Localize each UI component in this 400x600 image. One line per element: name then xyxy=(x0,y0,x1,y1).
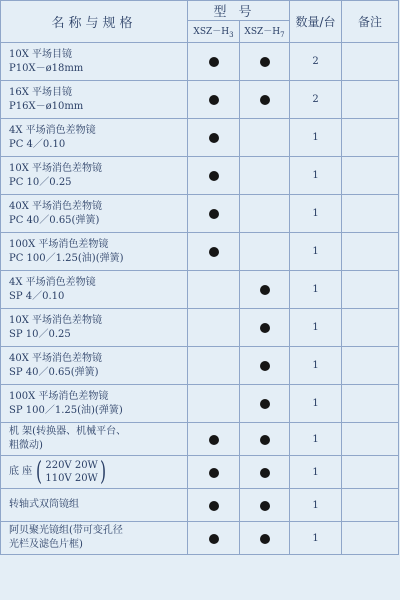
item-name: 机 架(转换器、机械平台、 粗微动) xyxy=(1,423,188,456)
model-h7-cell xyxy=(240,489,290,522)
quantity-cell: 1 xyxy=(290,271,342,309)
included-dot-icon xyxy=(209,133,219,143)
included-dot-icon xyxy=(209,468,219,478)
quantity-cell: 1 xyxy=(290,489,342,522)
quantity-cell: 1 xyxy=(290,423,342,456)
included-dot-icon xyxy=(209,171,219,181)
model-h7-cell xyxy=(240,119,290,157)
item-name: 阿贝聚光镜组(带可变孔径 光栏及滤色片框) xyxy=(1,522,188,555)
close-paren-icon: ) xyxy=(99,457,106,487)
item-name: 100X 平场消色差物镜 PC 100／1.25(油)(弹簧) xyxy=(1,233,188,271)
included-dot-icon xyxy=(260,323,270,333)
item-name: 10X 平场消色差物镜 PC 10／0.25 xyxy=(1,157,188,195)
included-dot-icon xyxy=(260,501,270,511)
model-h7-cell xyxy=(240,347,290,385)
included-dot-icon xyxy=(209,435,219,445)
included-dot-icon xyxy=(260,435,270,445)
note-cell xyxy=(342,423,399,456)
model-h7-cell xyxy=(240,157,290,195)
header-model: 型号 xyxy=(188,1,290,21)
note-cell xyxy=(342,309,399,347)
model-h3-cell xyxy=(188,522,240,555)
note-cell xyxy=(342,233,399,271)
quantity-cell: 1 xyxy=(290,119,342,157)
open-paren-icon: ( xyxy=(36,457,43,487)
included-dot-icon xyxy=(209,247,219,257)
table-row xyxy=(1,347,399,385)
note-cell xyxy=(342,271,399,309)
note-cell xyxy=(342,157,399,195)
model-h3-cell xyxy=(188,119,240,157)
quantity-cell: 1 xyxy=(290,195,342,233)
included-dot-icon xyxy=(209,95,219,105)
item-name: 40X 平场消色差物镜 SP 40／0.65(弹簧) xyxy=(1,347,188,385)
header-model-xsz-h3 xyxy=(188,21,240,43)
base-label: 底 座 xyxy=(9,466,33,477)
table-row xyxy=(1,522,399,555)
model-h7-cell xyxy=(240,309,290,347)
model-h7-cell xyxy=(240,43,290,81)
model-h3-cell xyxy=(188,233,240,271)
table-row xyxy=(1,43,399,81)
table-row xyxy=(1,423,399,456)
item-name: 10X 平场目镜 P10X－ø18mm xyxy=(1,43,188,81)
item-name: 16X 平场目镜 P16X－ø10mm xyxy=(1,81,188,119)
item-name: 40X 平场消色差物镜 PC 40／0.65(弹簧) xyxy=(1,195,188,233)
model-h7-cell xyxy=(240,81,290,119)
note-cell xyxy=(342,119,399,157)
quantity-cell: 2 xyxy=(290,81,342,119)
quantity-cell: 1 xyxy=(290,385,342,423)
included-dot-icon xyxy=(260,361,270,371)
item-name: 4X 平场消色差物镜 PC 4／0.10 xyxy=(1,119,188,157)
table-row xyxy=(1,81,399,119)
note-cell xyxy=(342,195,399,233)
model-h3-cell xyxy=(188,195,240,233)
item-name: 转轴式双筒镜组 xyxy=(1,489,188,522)
note-cell xyxy=(342,489,399,522)
table-row xyxy=(1,271,399,309)
table-row xyxy=(1,157,399,195)
model-h3-cell xyxy=(188,309,240,347)
included-dot-icon xyxy=(209,209,219,219)
model-h3-cell xyxy=(188,81,240,119)
model-h7-cell xyxy=(240,233,290,271)
model-h7-cell xyxy=(240,195,290,233)
model-h7-cell xyxy=(240,423,290,456)
quantity-cell: 1 xyxy=(290,233,342,271)
item-name: 100X 平场消色差物镜 SP 100／1.25(油)(弹簧) xyxy=(1,385,188,423)
included-dot-icon xyxy=(209,501,219,511)
model-b-prefix: XSZ－H xyxy=(244,27,281,38)
model-a-subscript: 3 xyxy=(229,30,234,39)
table-row xyxy=(1,385,399,423)
model-h3-cell xyxy=(188,385,240,423)
model-h3-cell xyxy=(188,456,240,489)
model-a-prefix: XSZ－H xyxy=(193,27,230,38)
included-dot-icon xyxy=(260,95,270,105)
included-dot-icon xyxy=(209,57,219,67)
model-h7-cell xyxy=(240,385,290,423)
header-name-spec: 名称与规格 xyxy=(1,1,188,43)
model-h7-cell xyxy=(240,522,290,555)
item-name: 10X 平场消色差物镜 SP 10／0.25 xyxy=(1,309,188,347)
header-model-xsz-h7 xyxy=(240,21,290,43)
quantity-cell: 1 xyxy=(290,309,342,347)
base-voltage-options xyxy=(45,459,98,485)
model-h3-cell xyxy=(188,157,240,195)
included-dot-icon xyxy=(260,468,270,478)
included-dot-icon xyxy=(260,285,270,295)
table-header xyxy=(1,1,399,43)
included-dot-icon xyxy=(209,534,219,544)
item-name xyxy=(1,456,188,489)
note-cell xyxy=(342,81,399,119)
table-row xyxy=(1,489,399,522)
note-cell xyxy=(342,385,399,423)
model-h7-cell xyxy=(240,271,290,309)
included-dot-icon xyxy=(260,534,270,544)
base-voltage-220: 220V 20W xyxy=(45,460,98,471)
included-dot-icon xyxy=(260,399,270,409)
quantity-cell: 2 xyxy=(290,43,342,81)
note-cell xyxy=(342,43,399,81)
item-name: 4X 平场消色差物镜 SP 4／0.10 xyxy=(1,271,188,309)
table-row xyxy=(1,195,399,233)
note-cell xyxy=(342,522,399,555)
table-row xyxy=(1,456,399,489)
quantity-cell: 1 xyxy=(290,456,342,489)
model-h3-cell xyxy=(188,423,240,456)
table-body xyxy=(1,43,399,555)
note-cell xyxy=(342,456,399,489)
table-row xyxy=(1,309,399,347)
table-row xyxy=(1,119,399,157)
base-voltage-110: 110V 20W xyxy=(45,473,98,484)
model-h3-cell xyxy=(188,271,240,309)
header-qty: 数量/台 xyxy=(290,1,342,43)
base-spec xyxy=(9,459,187,485)
note-cell xyxy=(342,347,399,385)
model-h7-cell xyxy=(240,456,290,489)
quantity-cell: 1 xyxy=(290,157,342,195)
model-h3-cell xyxy=(188,489,240,522)
table-row xyxy=(1,233,399,271)
header-note: 备注 xyxy=(342,1,399,43)
model-b-subscript: 7 xyxy=(280,30,285,39)
model-h3-cell xyxy=(188,43,240,81)
quantity-cell: 1 xyxy=(290,522,342,555)
quantity-cell: 1 xyxy=(290,347,342,385)
model-h3-cell xyxy=(188,347,240,385)
included-dot-icon xyxy=(260,57,270,67)
